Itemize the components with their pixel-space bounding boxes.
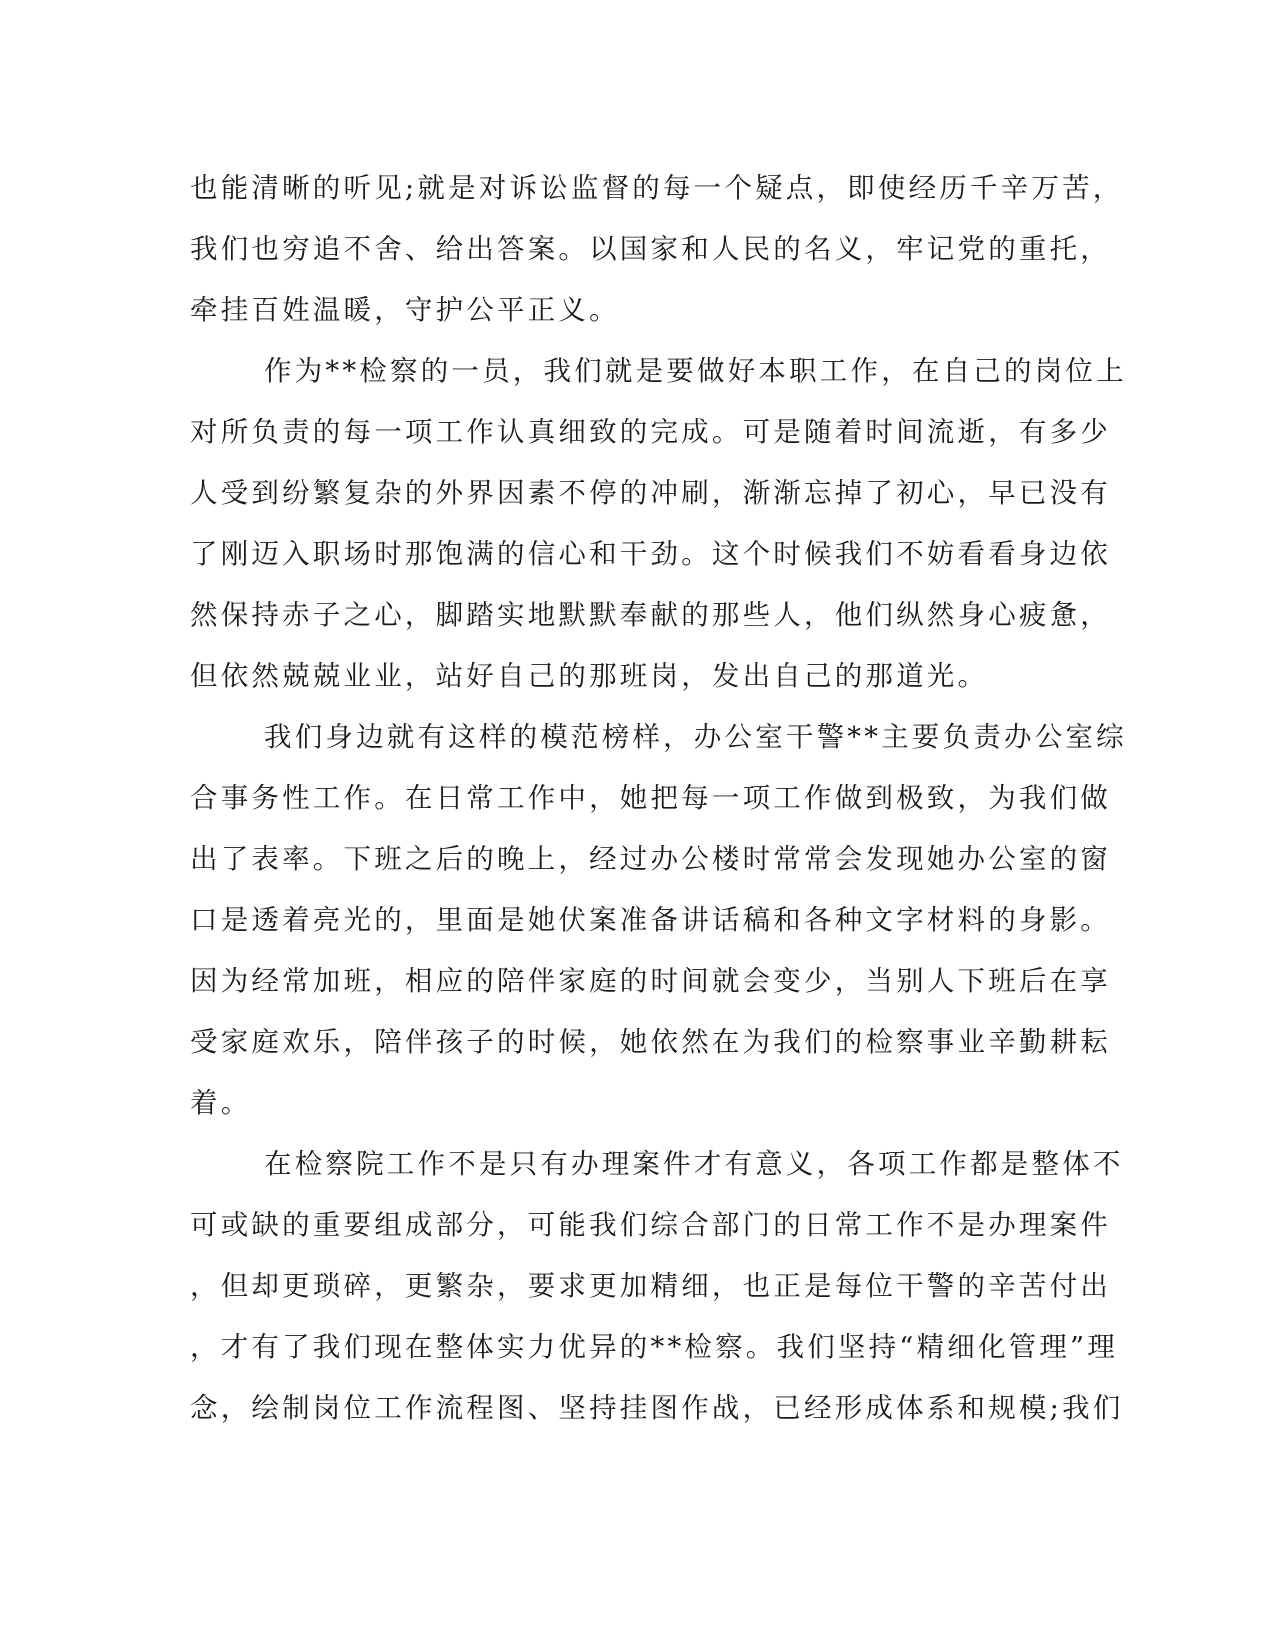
text-line: 合事务性工作。在日常工作中，她把每一项工作做到极致，为我们做 [190, 782, 1111, 814]
paragraph-3 [190, 707, 1127, 1134]
text-line: 念，绘制岗位工作流程图、坚持挂图作战，已经形成体系和规模;我们 [190, 1392, 1124, 1424]
text-line: 对所负责的每一项工作认真细致的完成。可是随着时间流逝，有多少 [190, 416, 1111, 448]
text-line: 口是透着亮光的，里面是她伏案准备讲话稿和各种文字材料的身影。 [190, 904, 1111, 936]
text-line-first: 在检察院工作不是只有办理案件才有意义，各项工作都是整体不 [264, 1148, 1124, 1180]
text-line-first: 我们身边就有这样的模范榜样，办公室干警**主要负责办公室综 [264, 721, 1127, 753]
text-line: 因为经常加班，相应的陪伴家庭的时间就会变少，当别人下班后在享 [190, 965, 1111, 997]
text-line: 人受到纷繁复杂的外界因素不停的冲刷，渐渐忘掉了初心，早已没有 [190, 477, 1111, 509]
text-line: 出了表率。下班之后的晚上，经过办公楼时常常会发现她办公室的窗 [190, 843, 1111, 875]
text-line: ，但却更琐碎，更繁杂，要求更加精细，也正是每位干警的辛苦付出 [190, 1270, 1111, 1302]
text-line: 也能清晰的听见;就是对诉讼监督的每一个疑点，即使经历千辛万苦， [190, 172, 1124, 204]
text-line: 然保持赤子之心，脚踏实地默默奉献的那些人，他们纵然身心疲惫， [190, 599, 1111, 631]
text-line: ，才有了我们现在整体实力优异的**检察。我们坚持“精细化管理”理 [190, 1331, 1119, 1363]
text-line: 了刚迈入职场时那饱满的信心和干劲。这个时候我们不妨看看身边依 [190, 538, 1111, 570]
paragraph-4 [190, 1134, 1124, 1439]
text-line: 可或缺的重要组成部分，可能我们综合部门的日常工作不是办理案件 [190, 1209, 1111, 1241]
text-line: 我们也穷追不舍、给出答案。以国家和人民的名义，牢记党的重托， [190, 233, 1111, 265]
paragraph-2 [190, 341, 1127, 707]
text-line: 受家庭欢乐，陪伴孩子的时候，她依然在为我们的检察事业辛勤耕耘 [190, 1026, 1111, 1058]
paragraph-1 [190, 158, 1124, 341]
text-line-first: 作为**检察的一员，我们就是要做好本职工作，在自己的岗位上 [264, 355, 1127, 387]
text-line: 着。 [190, 1087, 252, 1119]
body-text [190, 158, 1127, 1439]
text-line: 但依然兢兢业业，站好自己的那班岗，发出自己的那道光。 [190, 660, 989, 692]
text-line: 牵挂百姓温暖，守护公平正义。 [190, 294, 620, 326]
